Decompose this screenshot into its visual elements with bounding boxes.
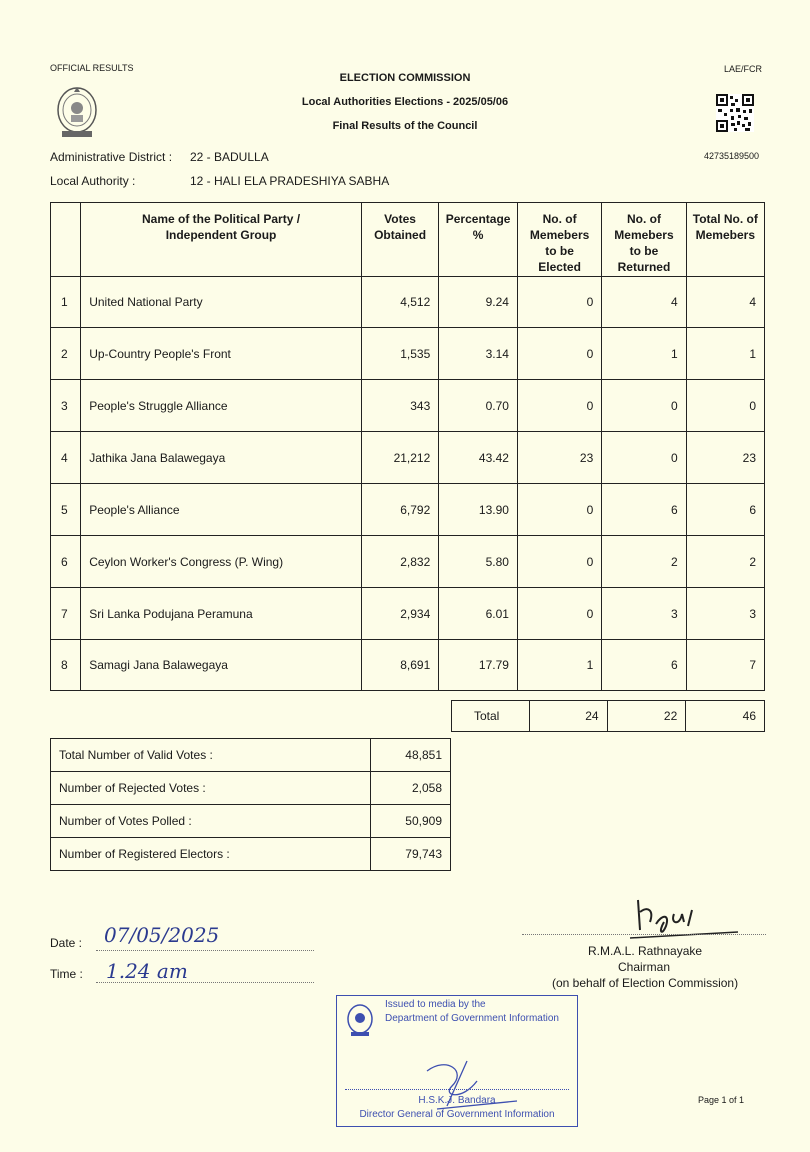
table-row xyxy=(51,432,765,484)
party-name: Sri Lanka Podujana Peramuna xyxy=(81,588,362,640)
members-elected: 0 xyxy=(517,277,601,328)
page-title: Final Results of the Council xyxy=(332,120,478,132)
commission-title: ELECTION COMMISSION xyxy=(339,72,471,84)
header-elected: No. of Memebers to be Elected xyxy=(517,203,601,277)
summary-value: 2,058 xyxy=(371,772,451,805)
date-line xyxy=(96,950,314,951)
members-elected: 0 xyxy=(517,380,601,432)
time-label: Time : xyxy=(50,967,83,981)
summary-label: Number of Registered Electors : xyxy=(51,838,371,871)
votes-obtained: 6,792 xyxy=(361,484,438,536)
members-returned: 2 xyxy=(602,536,686,588)
summary-value: 50,909 xyxy=(371,805,451,838)
percentage: 0.70 xyxy=(439,380,518,432)
qr-code-icon xyxy=(716,94,754,132)
chairman-signature-line xyxy=(522,934,766,935)
votes-obtained: 21,212 xyxy=(361,432,438,484)
members-elected: 0 xyxy=(517,328,601,380)
party-name: People's Struggle Alliance xyxy=(81,380,362,432)
members-total: 0 xyxy=(686,380,764,432)
percentage: 13.90 xyxy=(439,484,518,536)
percentage: 9.24 xyxy=(439,277,518,328)
stamp-signature-line xyxy=(345,1089,569,1090)
summary-value: 48,851 xyxy=(371,739,451,772)
summary-row xyxy=(51,838,451,871)
row-number: 7 xyxy=(51,588,81,640)
official-results-label: OFFICIAL RESULTS xyxy=(50,63,134,73)
header-returned: No. of Memebers to be Returned xyxy=(602,203,686,277)
summary-row xyxy=(51,739,451,772)
members-total: 7 xyxy=(686,640,764,691)
members-elected: 1 xyxy=(517,640,601,691)
members-elected: 0 xyxy=(517,588,601,640)
row-number: 5 xyxy=(51,484,81,536)
table-row xyxy=(51,380,765,432)
header-total: Total No. of Memebers xyxy=(686,203,764,277)
percentage: 6.01 xyxy=(439,588,518,640)
totals-elected: 24 xyxy=(529,701,607,732)
members-total: 6 xyxy=(686,484,764,536)
row-number: 4 xyxy=(51,432,81,484)
table-row xyxy=(51,277,765,328)
members-returned: 0 xyxy=(602,432,686,484)
header-no xyxy=(51,203,81,277)
row-number: 2 xyxy=(51,328,81,380)
party-name: Samagi Jana Balawegaya xyxy=(81,640,362,691)
members-elected: 23 xyxy=(517,432,601,484)
members-elected: 0 xyxy=(517,536,601,588)
header-percentage: Percentage % xyxy=(439,203,518,277)
issued-stamp xyxy=(336,995,578,1127)
chairman-name: R.M.A.L. Rathnayake xyxy=(588,944,703,958)
row-number: 8 xyxy=(51,640,81,691)
members-returned: 0 xyxy=(602,380,686,432)
members-returned: 3 xyxy=(602,588,686,640)
totals-table xyxy=(451,700,765,732)
party-name: Jathika Jana Balawegaya xyxy=(81,432,362,484)
party-name: Up-Country People's Front xyxy=(81,328,362,380)
date-label: Date : xyxy=(50,936,83,950)
authority-label: Local Authority : xyxy=(50,174,136,188)
stamp-line-2: Department of Government Information xyxy=(385,1013,559,1024)
date-value: 07/05/2025 xyxy=(104,923,220,947)
votes-obtained: 343 xyxy=(361,380,438,432)
votes-obtained: 8,691 xyxy=(361,640,438,691)
results-table xyxy=(50,202,765,691)
members-total: 4 xyxy=(686,277,764,328)
party-name: Ceylon Worker's Congress (P. Wing) xyxy=(81,536,362,588)
party-name: United National Party xyxy=(81,277,362,328)
authority-value: 12 - HALI ELA PRADESHIYA SABHA xyxy=(190,174,390,188)
summary-table xyxy=(50,738,451,871)
document-number: 42735189500 xyxy=(704,151,760,161)
table-header-row xyxy=(51,203,765,277)
party-name: People's Alliance xyxy=(81,484,362,536)
members-total: 23 xyxy=(686,432,764,484)
votes-obtained: 1,535 xyxy=(361,328,438,380)
stamp-title: Director General of Government Information xyxy=(359,1109,555,1120)
government-emblem-icon xyxy=(54,84,100,140)
members-returned: 4 xyxy=(602,277,686,328)
page-number: Page 1 of 1 xyxy=(698,1095,745,1105)
totals-row xyxy=(452,701,765,732)
members-total: 1 xyxy=(686,328,764,380)
members-returned: 6 xyxy=(602,640,686,691)
time-value: 1.24 am xyxy=(106,959,188,983)
totals-returned: 22 xyxy=(607,701,686,732)
table-row xyxy=(51,588,765,640)
percentage: 17.79 xyxy=(439,640,518,691)
members-total: 3 xyxy=(686,588,764,640)
header-votes: Votes Obtained xyxy=(361,203,438,277)
row-number: 6 xyxy=(51,536,81,588)
row-number: 3 xyxy=(51,380,81,432)
votes-obtained: 4,512 xyxy=(361,277,438,328)
members-returned: 6 xyxy=(602,484,686,536)
stamp-name: H.S.K.J. Bandara xyxy=(418,1095,496,1106)
summary-row xyxy=(51,772,451,805)
district-value: 22 - BADULLA xyxy=(190,150,269,164)
summary-value: 79,743 xyxy=(371,838,451,871)
stamp-line-1: Issued to media by the xyxy=(385,999,486,1010)
district-label: Administrative District : xyxy=(50,150,173,164)
members-total: 2 xyxy=(686,536,764,588)
percentage: 3.14 xyxy=(439,328,518,380)
summary-label: Number of Rejected Votes : xyxy=(51,772,371,805)
summary-label: Total Number of Valid Votes : xyxy=(51,739,371,772)
chairman-title: Chairman xyxy=(618,960,671,974)
summary-row xyxy=(51,805,451,838)
election-title: Local Authorities Elections - 2025/05/06 xyxy=(301,96,509,108)
header-party: Name of the Political Party / Independent Group xyxy=(81,203,362,277)
chairman-note: (on behalf of Election Commission) xyxy=(552,976,739,990)
votes-obtained: 2,934 xyxy=(361,588,438,640)
table-row xyxy=(51,640,765,691)
reference-code: LAE/FCR xyxy=(724,64,763,74)
percentage: 5.80 xyxy=(439,536,518,588)
members-elected: 0 xyxy=(517,484,601,536)
row-number: 1 xyxy=(51,277,81,328)
summary-label: Number of Votes Polled : xyxy=(51,805,371,838)
votes-obtained: 2,832 xyxy=(361,536,438,588)
totals-members: 46 xyxy=(686,701,765,732)
table-row xyxy=(51,484,765,536)
table-row xyxy=(51,536,765,588)
members-returned: 1 xyxy=(602,328,686,380)
percentage: 43.42 xyxy=(439,432,518,484)
table-row xyxy=(51,328,765,380)
totals-label: Total xyxy=(452,701,530,732)
stamp-emblem-icon xyxy=(345,1002,375,1038)
